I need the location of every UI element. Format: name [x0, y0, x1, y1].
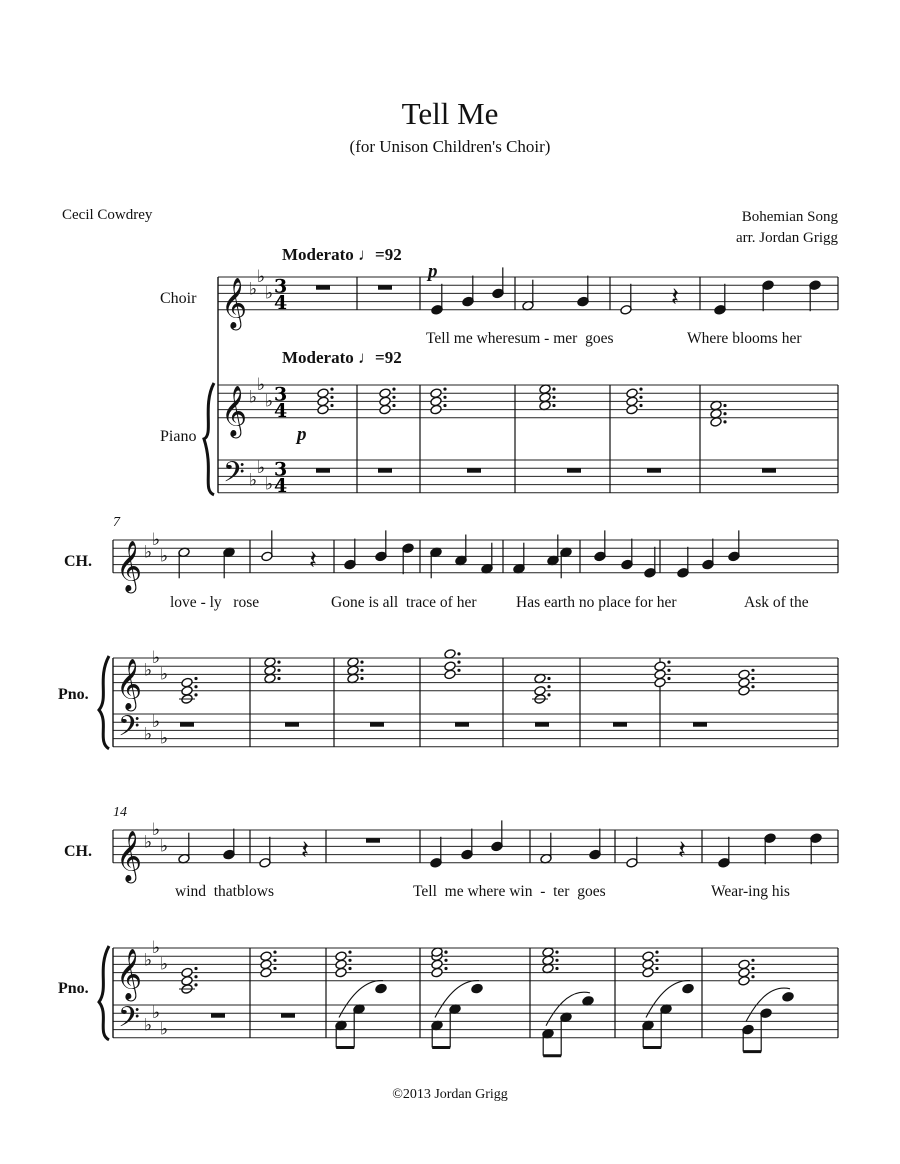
piano-abbr-label: Pno.: [58, 686, 89, 703]
piano-brace-icon: [99, 946, 109, 1040]
augmentation-dot: [457, 652, 460, 655]
chord-note-head: [430, 388, 442, 399]
augmentation-dot: [639, 388, 642, 391]
dynamic-choir: p: [428, 261, 438, 282]
time-signature-bottom: 4: [274, 291, 288, 314]
augmentation-dot: [273, 951, 276, 954]
page-title: Tell Me: [401, 96, 499, 131]
lyricist-credit: Cecil Cowdrey: [62, 207, 153, 223]
augmentation-dot: [277, 661, 280, 664]
augmentation-dot: [751, 685, 754, 688]
whole-rest-icon: [455, 722, 469, 727]
augmentation-dot: [552, 396, 555, 399]
chord-note-head: [444, 661, 456, 672]
treble-clef-icon: 𝄞: [116, 948, 143, 1000]
time-signature-top: 3: [274, 458, 288, 481]
quarter-note-icon: ♩: [358, 245, 376, 264]
lyric-line: Where blooms her: [687, 330, 802, 347]
lyric-line: wind thatblows: [175, 883, 275, 900]
quarter-rest-icon: 𝄽: [309, 545, 317, 576]
chord-note-head: [317, 388, 329, 399]
flat-sign-icon: ♭: [257, 375, 266, 395]
arranger-name: arr. Jordan Grigg: [735, 230, 838, 246]
augmentation-dot: [751, 669, 754, 672]
flat-sign-icon: ♭: [160, 546, 169, 567]
flat-sign-icon: ♭: [265, 283, 274, 304]
flat-sign-icon: ♭: [152, 530, 161, 550]
whole-rest-icon: [281, 1013, 295, 1018]
augmentation-dot: [443, 388, 446, 391]
augmentation-dot: [360, 661, 363, 664]
flat-sign-icon: ♭: [152, 648, 161, 668]
whole-rest-icon: [370, 722, 384, 727]
flat-sign-icon: ♭: [160, 1019, 169, 1040]
augmentation-dot: [547, 677, 550, 680]
augmentation-dot: [444, 959, 447, 962]
augmentation-dot: [639, 396, 642, 399]
treble-clef-icon: 𝄞: [116, 540, 143, 592]
tempo-word: Moderato: [282, 245, 354, 264]
augmentation-dot: [330, 404, 333, 407]
copyright-notice: ©2013 Jordan Grigg: [392, 1087, 508, 1102]
page-subtitle: (for Unison Children's Choir): [349, 137, 551, 156]
flat-sign-icon: ♭: [160, 836, 169, 857]
augmentation-dot: [639, 404, 642, 407]
augmentation-dot: [273, 967, 276, 970]
augmentation-dot: [330, 388, 333, 391]
flat-sign-icon: ♭: [144, 950, 153, 971]
flat-sign-icon: ♭: [265, 391, 274, 412]
augmentation-dot: [555, 951, 558, 954]
chord-note-head: [260, 951, 272, 962]
arpeggio-note-head: [682, 983, 694, 994]
whole-rest-icon: [316, 468, 330, 473]
augmentation-dot: [751, 959, 754, 962]
augmentation-dot: [194, 693, 197, 696]
bass-clef-icon: 𝄢: [223, 456, 245, 497]
augmentation-dot: [194, 975, 197, 978]
augmentation-dot: [751, 975, 754, 978]
augmentation-dot: [194, 967, 197, 970]
flat-sign-icon: ♭: [152, 1003, 161, 1024]
chord-note-head: [181, 677, 193, 688]
flat-sign-icon: ♭: [249, 470, 258, 491]
augmentation-dot: [723, 404, 726, 407]
lyric-line: Gone is all trace of her: [331, 594, 477, 611]
augmentation-dot: [444, 967, 447, 970]
augmentation-dot: [555, 967, 558, 970]
whole-rest-icon: [693, 722, 707, 727]
augmentation-dot: [547, 693, 550, 696]
augmentation-dot: [723, 412, 726, 415]
quarter-note-icon: ♩: [358, 348, 376, 367]
flat-sign-icon: ♭: [265, 474, 274, 495]
flat-sign-icon: ♭: [160, 954, 169, 975]
chord-note-head: [642, 951, 654, 962]
flat-sign-icon: ♭: [249, 387, 258, 408]
quarter-rest-icon: 𝄽: [678, 835, 686, 866]
lyric-line: love - ly rose: [170, 594, 260, 611]
chord-note-head: [626, 388, 638, 399]
flat-sign-icon: ♭: [144, 660, 153, 681]
chord-note-head: [738, 669, 750, 680]
piano-brace-icon: [204, 383, 214, 495]
augmentation-dot: [655, 959, 658, 962]
time-signature-bottom: 4: [274, 399, 288, 422]
quarter-rest-icon: 𝄽: [671, 282, 679, 313]
augmentation-dot: [547, 685, 550, 688]
augmentation-dot: [751, 967, 754, 970]
treble-clef-icon: 𝄞: [116, 658, 143, 710]
tempo-bpm: =92: [375, 348, 402, 367]
flat-sign-icon: ♭: [152, 820, 161, 840]
augmentation-dot: [277, 669, 280, 672]
whole-rest-icon: [378, 285, 392, 290]
whole-rest-icon: [535, 722, 549, 727]
augmentation-dot: [723, 420, 726, 423]
augmentation-dot: [348, 967, 351, 970]
lyric-line: Ask of the: [744, 594, 809, 611]
composer-name: Bohemian Song: [741, 209, 838, 225]
flat-sign-icon: ♭: [144, 1015, 153, 1036]
augmentation-dot: [277, 677, 280, 680]
measure-number-14: 14: [113, 805, 127, 820]
chord-note-head: [654, 661, 666, 672]
piano-abbr-label: Pno.: [58, 980, 89, 997]
tempo-bpm: =92: [375, 245, 402, 264]
augmentation-dot: [555, 959, 558, 962]
lyric-line: Tell me wheresum - mer goes: [426, 330, 614, 347]
flat-sign-icon: ♭: [257, 267, 266, 287]
augmentation-dot: [348, 951, 351, 954]
time-signature-bottom: 4: [274, 474, 288, 497]
time-signature-top: 3: [274, 275, 288, 298]
augmentation-dot: [444, 951, 447, 954]
augmentation-dot: [392, 404, 395, 407]
augmentation-dot: [194, 677, 197, 680]
choir-abbr-label: CH.: [64, 843, 92, 860]
measure-number-7: 7: [113, 515, 120, 530]
augmentation-dot: [457, 661, 460, 664]
tempo-word: Moderato: [282, 348, 354, 367]
flat-sign-icon: ♭: [152, 938, 161, 958]
whole-rest-icon: [316, 285, 330, 290]
augmentation-dot: [655, 967, 658, 970]
flat-sign-icon: ♭: [160, 728, 169, 749]
piano-brace-icon: [99, 656, 109, 749]
treble-clef-icon: 𝄞: [221, 385, 248, 437]
treble-clef-icon: 𝄞: [221, 277, 248, 329]
whole-rest-icon: [285, 722, 299, 727]
whole-rest-icon: [762, 468, 776, 473]
arpeggio-note-head: [471, 983, 483, 994]
chord-note-head: [534, 685, 546, 696]
dynamic-piano: p: [297, 424, 307, 445]
augmentation-dot: [552, 404, 555, 407]
whole-rest-icon: [467, 468, 481, 473]
flat-sign-icon: ♭: [249, 279, 258, 300]
augmentation-dot: [667, 677, 670, 680]
lyric-line: Has earth no place for her: [516, 594, 677, 611]
augmentation-dot: [360, 669, 363, 672]
whole-rest-icon: [180, 722, 194, 727]
augmentation-dot: [655, 951, 658, 954]
augmentation-dot: [443, 396, 446, 399]
augmentation-dot: [273, 959, 276, 962]
whole-rest-icon: [366, 838, 380, 843]
lyric-line: Tell me where win - ter goes: [413, 883, 606, 900]
augmentation-dot: [443, 404, 446, 407]
choir-abbr-label: CH.: [64, 553, 92, 570]
augmentation-dot: [194, 983, 197, 986]
treble-clef-icon: 𝄞: [116, 830, 143, 882]
flat-sign-icon: ♭: [144, 832, 153, 853]
flat-sign-icon: ♭: [144, 724, 153, 745]
arpeggio-note-head: [375, 983, 387, 994]
whole-rest-icon: [567, 468, 581, 473]
augmentation-dot: [348, 959, 351, 962]
arpeggio-note-head: [782, 991, 794, 1002]
chord-note-head: [738, 959, 750, 970]
augmentation-dot: [392, 388, 395, 391]
augmentation-dot: [667, 669, 670, 672]
piano-label: Piano: [160, 428, 197, 445]
whole-rest-icon: [378, 468, 392, 473]
whole-rest-icon: [647, 468, 661, 473]
augmentation-dot: [194, 685, 197, 688]
augmentation-dot: [751, 677, 754, 680]
chord-note-head: [181, 967, 193, 978]
flat-sign-icon: ♭: [160, 664, 169, 685]
quarter-rest-icon: 𝄽: [301, 835, 309, 866]
augmentation-dot: [552, 388, 555, 391]
whole-rest-icon: [613, 722, 627, 727]
choir-label: Choir: [160, 290, 197, 307]
time-signature-top: 3: [274, 383, 288, 406]
flat-sign-icon: ♭: [152, 712, 161, 733]
lyric-line: Wear-ing his: [711, 883, 790, 900]
flat-sign-icon: ♭: [144, 542, 153, 563]
flat-sign-icon: ♭: [257, 458, 266, 479]
augmentation-dot: [392, 396, 395, 399]
augmentation-dot: [360, 677, 363, 680]
bass-clef-icon: 𝄢: [118, 710, 140, 751]
augmentation-dot: [330, 396, 333, 399]
whole-rest-icon: [211, 1013, 225, 1018]
chord-note-head: [335, 951, 347, 962]
augmentation-dot: [667, 661, 670, 664]
augmentation-dot: [457, 669, 460, 672]
bass-clef-icon: 𝄢: [118, 1001, 140, 1042]
chord-note-head: [379, 388, 391, 399]
